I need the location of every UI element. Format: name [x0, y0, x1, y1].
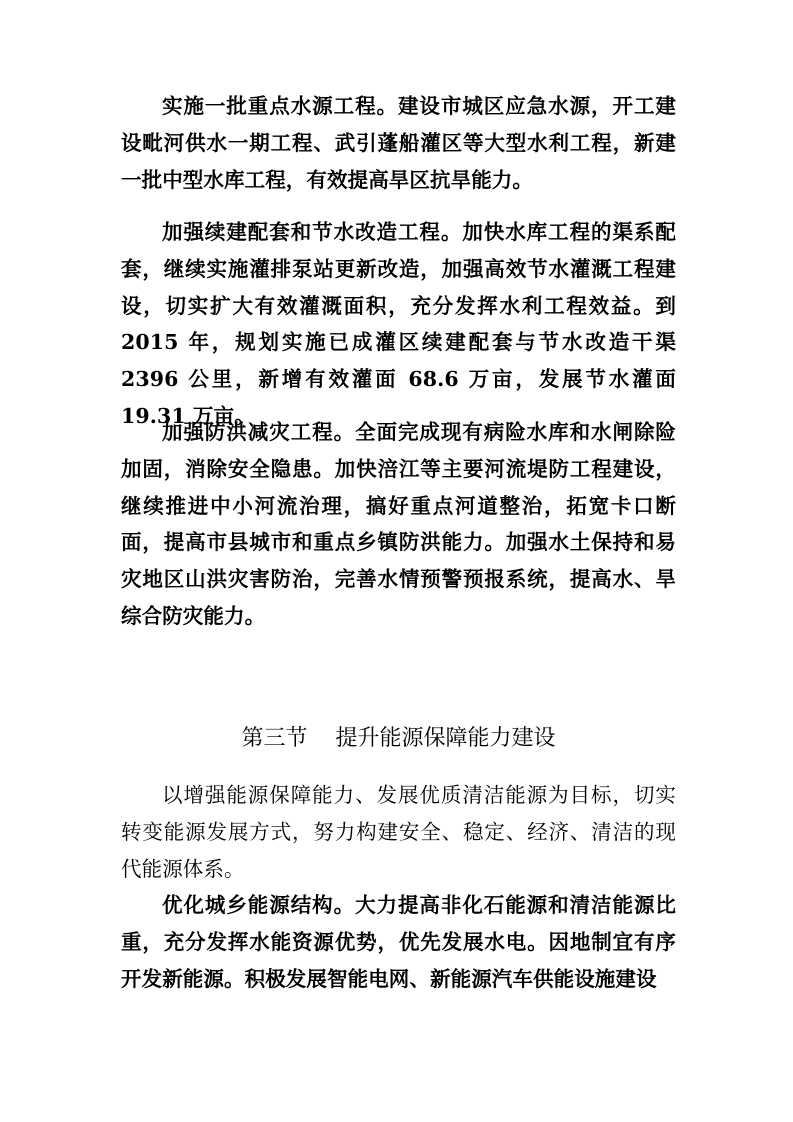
- section-heading: 第三节 提升能源保障能力建设: [241, 726, 556, 751]
- paragraph-water-source: 实施一批重点水源工程。建设市城区应急水源，开工建设毗河供水一期工程、武引蓬船灌区等大型水利工程，新建一批中型水库工程，有效提高旱区抗旱能力。: [121, 94, 676, 192]
- paragraph-irrigation: 加强续建配套和节水改造工程。加快水库工程的渠系配套，继续实施灌排泵站更新改造，加强高效节水灌溉工程建设，切实扩大有效灌溉面积，充分发挥水利工程效益。到 2015 年，规划实施已成灌区续建配套与节水改造干渠 2396 公里，新增有效灌面 68.6 万亩，发展节水灌面 19.31 万亩。: [121, 220, 676, 428]
- paragraph-flood-control: 加强防洪减灾工程。全面完成现有病险水库和水闸除险加固，消除安全隐患。加快涪江等主要河流堤防工程建设，继续推进中小河流治理，搞好重点河道整治，拓宽卡口断面，提高市县城市和重点乡镇防洪能力。加强水土保持和易灾地区山洪灾害防治，完善水情预警预报系统，提高水、旱综合防灾能力。: [121, 420, 676, 628]
- paragraph-energy-intro: 以增强能源保障能力、发展优质清洁能源为目标，切实转变能源发展方式，努力构建安全、稳定、经济、清洁的现代能源体系。: [121, 783, 676, 881]
- paragraph-energy-structure: 优化城乡能源结构。大力提高非化石能源和清洁能源比重，充分发挥水能资源优势，优先发展水电。因地制宜有序开发新能源。积极发展智能电网、新能源汽车供能设施建设: [121, 893, 676, 991]
